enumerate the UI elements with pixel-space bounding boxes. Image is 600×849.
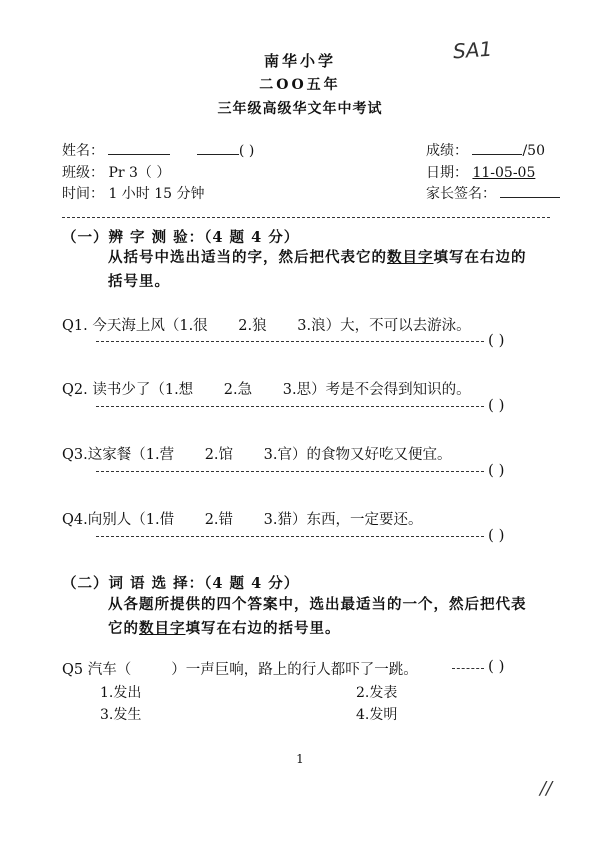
corner-mark: //: [540, 778, 553, 799]
q2-dashed-line: [96, 406, 484, 407]
time-field: [62, 183, 205, 203]
section2-instr-post: 填写在右边的括号里。: [185, 620, 341, 637]
section1-instructions: [108, 246, 527, 270]
q2-number: Q2.: [62, 382, 88, 398]
exam-year: 二OO五年: [259, 77, 341, 93]
q4-answer-box: ( ): [488, 526, 505, 544]
score-field: [426, 140, 545, 160]
q4-option-3: 3.猎: [263, 512, 292, 528]
section2-instr-em: 数目字: [139, 620, 186, 637]
q2-option-1: 1.想: [164, 382, 194, 398]
q2-stem-post: ）考是不会得到知识的。: [311, 382, 471, 398]
q1-option-3: 3.浪: [297, 318, 326, 334]
class-field: [62, 162, 170, 182]
handwritten-mark: SA1: [452, 36, 493, 64]
q3-dashed-line: [96, 471, 484, 472]
q5-option-1: 1.发出: [100, 685, 142, 701]
question-q5: [62, 658, 418, 679]
time-label: 时间：: [62, 186, 104, 202]
question-q3: [62, 443, 451, 464]
q2-answer-box: ( ): [488, 396, 505, 414]
name-label: 姓名：: [62, 143, 104, 159]
index-paren: ( ): [238, 143, 255, 159]
q3-number: Q3.: [62, 447, 88, 463]
score-blank: [472, 142, 522, 155]
question-q1: [62, 314, 471, 335]
q4-stem-pre: 向别人（: [87, 512, 146, 528]
section2-title: （二）词 语 选 择：（4 题 4 分）: [62, 575, 300, 592]
q5-option-3: 3.发生: [100, 707, 142, 723]
name-field: [62, 140, 254, 160]
class-label: 班级：: [62, 165, 104, 181]
q5-dashed-line: [452, 668, 484, 669]
q3-option-3: 3.官: [263, 447, 292, 463]
parent-signature-label: 家长签名：: [426, 186, 496, 202]
q1-answer-box: ( ): [488, 331, 505, 349]
q5-answer-box: ( ): [488, 657, 505, 675]
q2-stem-pre: 读书少了（: [92, 382, 165, 398]
q5-number: Q5: [62, 662, 84, 678]
section2-instructions-line2: [108, 617, 341, 641]
q2-option-3: 3.思: [282, 382, 312, 398]
parent-signature-field: [426, 183, 560, 203]
q3-option-2: 2.馆: [204, 447, 234, 463]
section1-title: （一）辨 字 测 验：（4 题 4 分）: [62, 229, 300, 246]
parent-signature-blank: [500, 185, 560, 198]
q3-answer-box: ( ): [488, 461, 505, 479]
section2-instr-pre: 它的: [108, 620, 139, 637]
score-total: /50: [522, 143, 545, 159]
section1-instr-pre: 从括号中选出适当的字，然后把代表它的: [108, 249, 387, 266]
q1-number: Q1.: [62, 318, 88, 334]
index-blank: [197, 142, 239, 155]
q3-option-1: 1.营: [145, 447, 175, 463]
q5-stem-pre: 汽车（: [87, 662, 132, 678]
q3-stem-pre: 这家餐（: [87, 447, 146, 463]
section1-instr-post: 填写在右边的: [433, 249, 527, 266]
q1-stem-post: ）大，不可以去游泳。: [325, 318, 471, 334]
header-divider: [62, 217, 550, 218]
date-label: 日期：: [426, 165, 468, 181]
q3-stem-post: ）的食物又好吃又便宜。: [291, 447, 452, 463]
q4-option-2: 2.错: [204, 512, 234, 528]
q4-number: Q4.: [62, 512, 88, 528]
section1-instr-em: 数目字: [387, 249, 434, 266]
exam-title: 三年级高级华文年中考试: [217, 101, 383, 117]
date-value: 11-05-05: [472, 165, 536, 181]
question-q2: [62, 378, 471, 399]
section1-instructions-line2: 括号里。: [108, 273, 170, 290]
q2-option-2: 2.急: [223, 382, 253, 398]
time-value: 1 小时 15 分钟: [108, 186, 205, 202]
q1-option-1: 1.很: [179, 318, 208, 334]
page-number: 1: [296, 752, 304, 766]
q5-option-2: 2.发表: [356, 685, 398, 701]
q1-stem-pre: 今天海上风（: [92, 318, 180, 334]
q1-dashed-line: [96, 341, 484, 342]
section2-instructions: 从各题所提供的四个答案中，选出最适当的一个，然后把代表: [108, 596, 527, 613]
class-value: Pr 3（ ）: [108, 165, 171, 181]
q5-stem-post: ）一声巨响，路上的行人都吓了一跳。: [171, 662, 418, 678]
q4-dashed-line: [96, 536, 484, 537]
q5-option-4: 4.发明: [356, 707, 398, 723]
q4-option-1: 1.借: [145, 512, 175, 528]
q4-stem-post: ）东西，一定要还。: [291, 512, 423, 528]
score-label: 成绩：: [426, 143, 468, 159]
school-name: 南华小学: [263, 52, 336, 70]
name-blank: [108, 142, 170, 155]
question-q4: [62, 508, 422, 529]
q1-option-2: 2.狼: [238, 318, 267, 334]
date-field: [426, 162, 535, 182]
